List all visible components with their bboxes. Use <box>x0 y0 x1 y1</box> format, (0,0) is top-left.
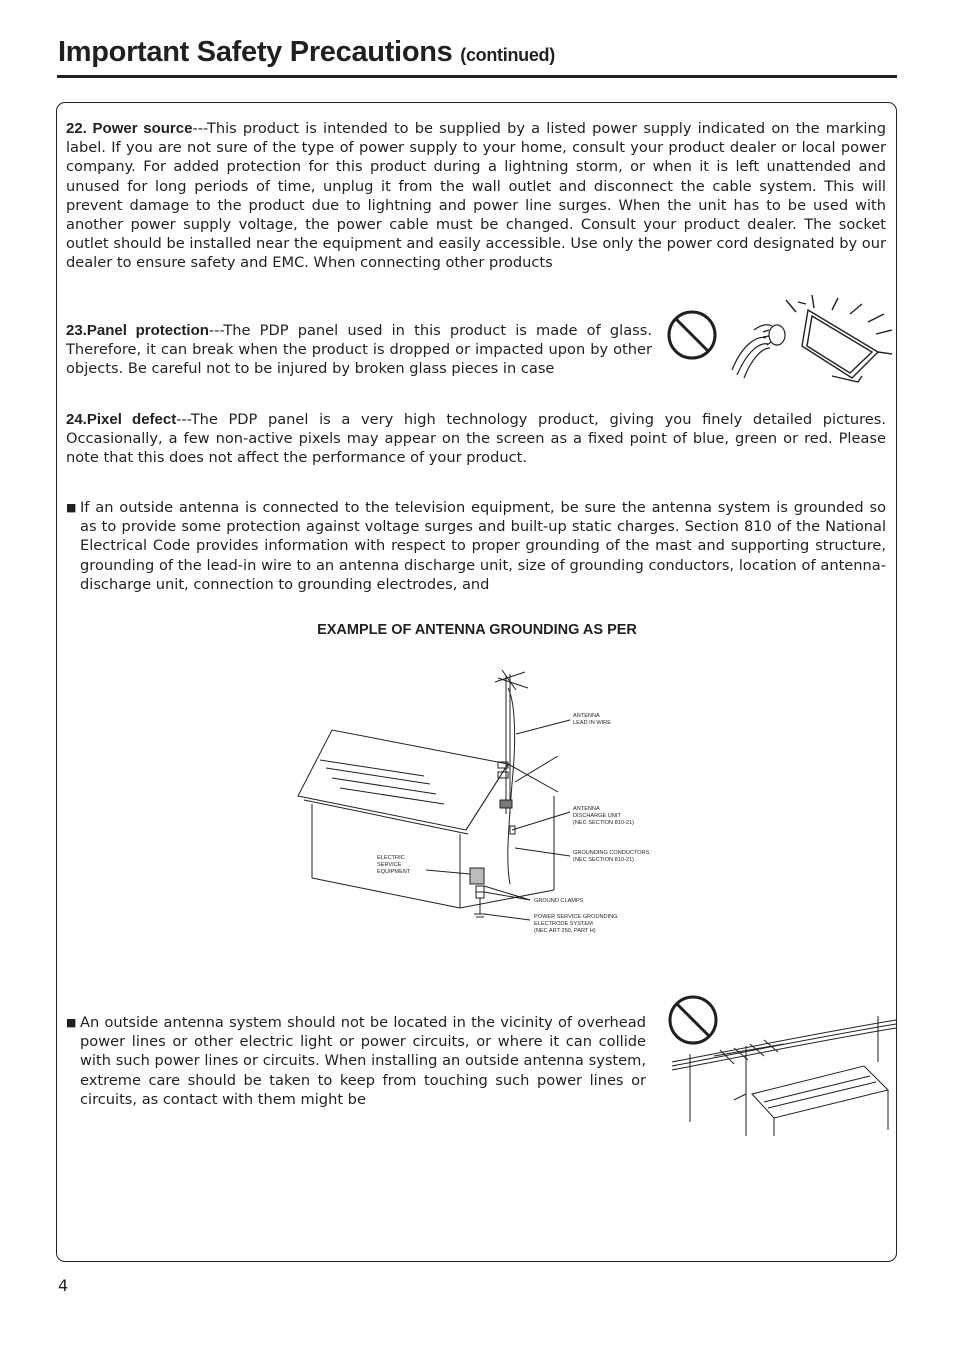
label-clamps: GROUND CLAMPS <box>534 898 584 904</box>
diagram-caption: EXAMPLE OF ANTENNA GROUNDING AS PER <box>317 622 637 638</box>
antenna-grounding-diagram <box>290 664 690 944</box>
pixel-defect-section <box>66 410 886 468</box>
title-suffix: (continued) <box>460 45 555 65</box>
prohibition-icon <box>669 312 715 358</box>
power-source-heading: 22. Power source <box>66 120 193 137</box>
house-outline <box>298 730 558 908</box>
label-electric-1: ELECTRIC <box>377 855 405 861</box>
antenna-location-text: An outside antenna system should not be located in the vicinity of overhead power lines or other electric light or power circuits, or where it can collide with such power lines or circuits. When installing an outside antenna system, extreme care should be taken to keep from touching such power lines or circuits, as contact with them might be <box>80 1014 646 1108</box>
power-source-section <box>66 119 886 273</box>
label-conductors-1: GROUNDING CONDUCTORS <box>573 850 650 856</box>
panel-protection-section <box>66 321 652 379</box>
label-lead-in-1: ANTENNA <box>573 713 600 719</box>
power-source-text: ---This product is intended to be supplied by a listed power supply indicated on the marking label. If you are not sure of the type of power supply to your home, consult your product dealer or local power company. For added protection for this product during a lightning storm, or when it is left unattended and unused for long periods of time, unplug it from the wall outlet and disconnect the cable system. This will prevent damage to the product due to lightning and power line surges. When the unit has to be used with another power supply voltage, the power cable must be changed. Consult your product dealer. The socket outlet should be installed near the equipment and easily accessible. Use only the power cord designated by our dealer to ensure safety and EMC. When connecting other products <box>66 120 886 272</box>
ground-clamps <box>470 868 486 917</box>
pixel-defect-text: ---The PDP panel is a very high technology product, giving you finely detailed pictures. Occasionally, a few non-active pixels may appear on the screen as a fixed point of blue, green or red. Please note that this does not affect the performance of your product. <box>66 411 886 467</box>
title-rule <box>57 75 897 78</box>
prohibition-icon <box>670 997 716 1043</box>
leader-lines <box>426 720 570 920</box>
antenna-mast <box>495 670 558 884</box>
power-line-antenna-illustration <box>664 990 898 1138</box>
label-discharge-1: ANTENNA <box>573 806 600 812</box>
page-title: Important Safety Precautions (continued) <box>58 36 555 68</box>
panel-impact-illustration <box>662 290 898 390</box>
label-discharge-3: (NEC SECTION 810-21) <box>573 820 634 826</box>
roof-icon <box>752 1066 888 1136</box>
page-number: 4 <box>58 1276 69 1295</box>
pixel-defect-heading: 24.Pixel defect <box>66 411 177 428</box>
label-discharge-2: DISCHARGE UNIT <box>573 813 621 819</box>
bullet-square-icon: ■ <box>66 1016 77 1029</box>
label-power-3: (NEC ART 250, PART H) <box>534 928 596 934</box>
flat-panel-tv-icon <box>786 295 892 382</box>
label-lead-in-2: LEAD IN WIRE <box>573 720 611 726</box>
panel-protection-heading: 23.Panel protection <box>66 322 209 339</box>
label-electric-2: SERVICE <box>377 862 402 868</box>
label-electric-3: EQUIPMENT <box>377 869 411 875</box>
antenna-location-bullet <box>66 1013 646 1109</box>
bullet-square-icon: ■ <box>66 501 77 514</box>
label-conductors-2: (NEC SECTION 810-21) <box>573 857 634 863</box>
label-power-1: POWER SERVICE GROUNDING <box>534 914 618 920</box>
label-power-2: ELECTRODE SYSTEM <box>534 921 593 927</box>
fist-icon <box>732 325 785 378</box>
panel-protection-text: ---The PDP panel used in this product is made of glass. Therefore, it can break when the product is dropped or impacted upon by other objects. Be careful not to be injured by broken glass pieces in case <box>66 322 652 378</box>
antenna-grounding-bullet <box>66 498 886 594</box>
antenna-grounding-text: If an outside antenna is connected to the television equipment, be sure the antenna system is grounded so as to provide some protection against voltage surges and built-up static charges. Section 810 of the National Electrical Code provides information with respect to proper grounding of the mast and supporting structure, grounding of the lead-in wire to an antenna discharge unit, size of grounding conductors, location of antenna-discharge unit, connection to grounding electrodes, and <box>80 499 886 593</box>
